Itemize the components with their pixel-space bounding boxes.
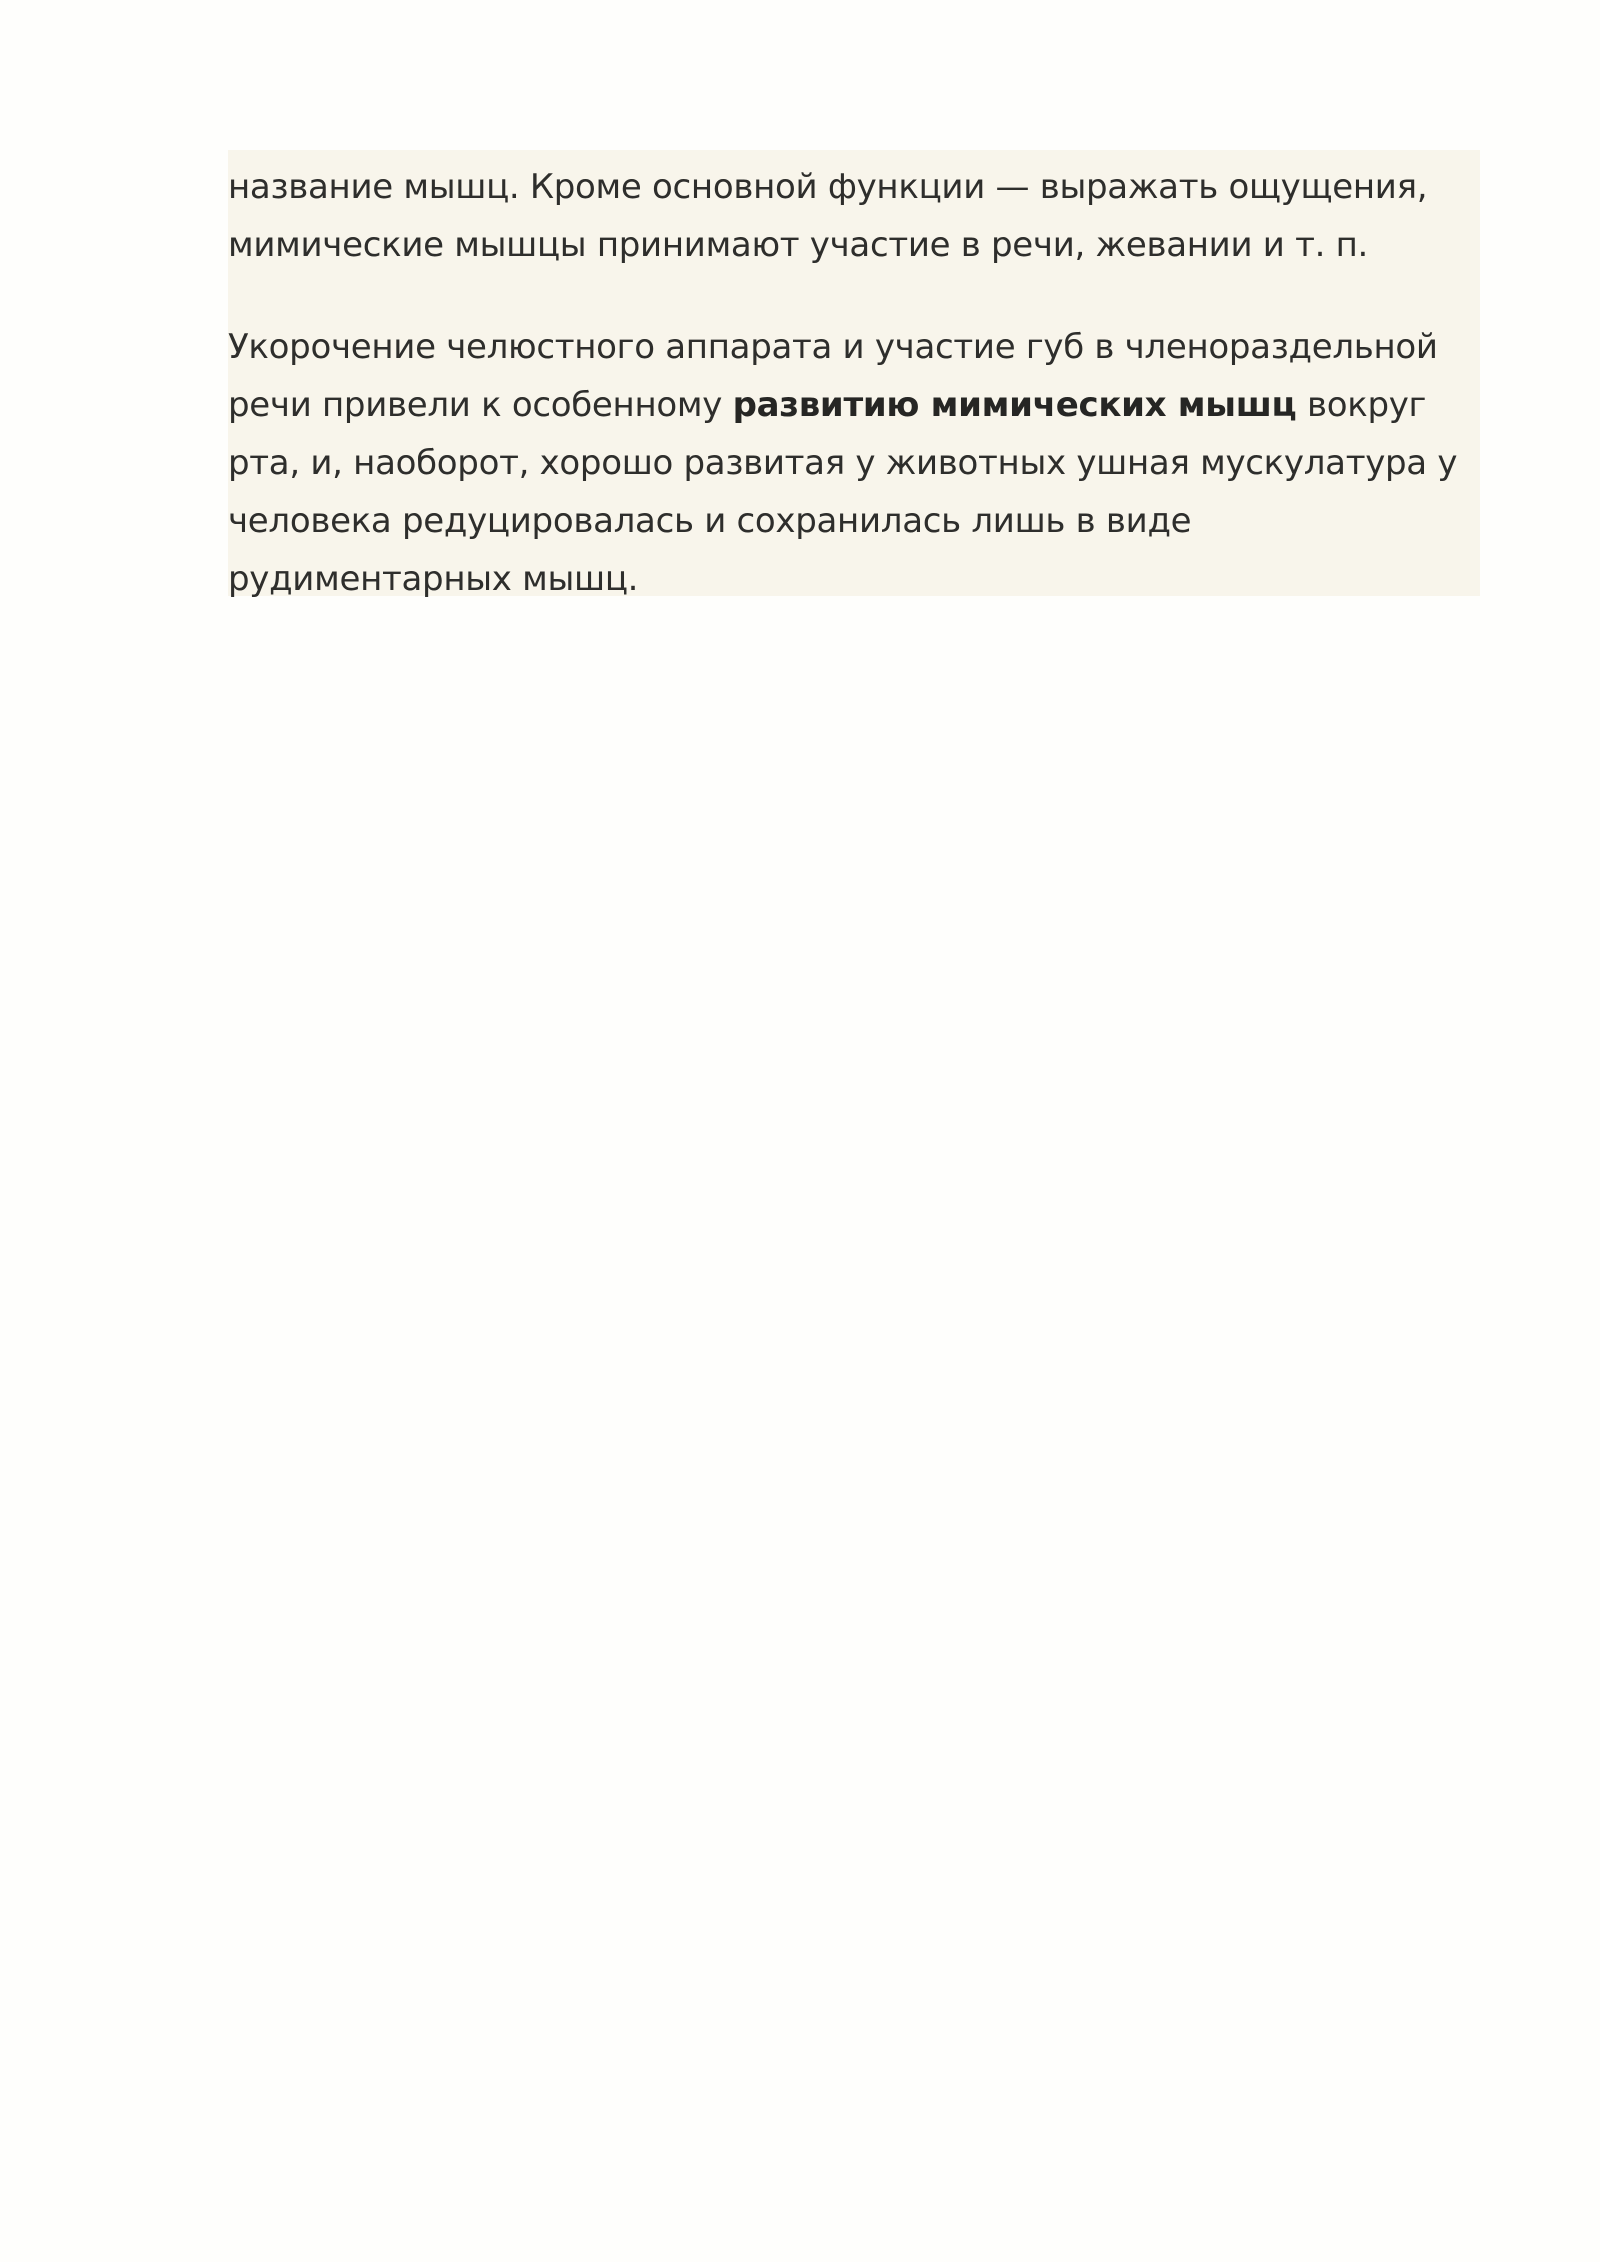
text-line: мимические мышцы принимают участие в речи, жевании и т. п. <box>228 225 1369 265</box>
text-line: рудиментарных мышц. <box>228 559 639 599</box>
paragraph-jaw-shortening <box>228 318 1478 608</box>
text-line-with-emphasis <box>228 376 1478 434</box>
text-line: рта, и, наоборот, хорошо развитая у животных ушная мускулатура у <box>228 443 1458 483</box>
text-line: название мышц. Кроме основной функции — выражать ощущения, <box>228 167 1428 207</box>
text-segment: вокруг <box>1296 385 1427 425</box>
text-line: человека редуцировалась и сохранилась лишь в виде <box>228 501 1192 541</box>
article-text-block <box>228 150 1480 599</box>
paragraph-facial-muscle-functions <box>228 158 1478 274</box>
text-segment: речи привели к особенному <box>228 385 733 425</box>
text-line: Укорочение челюстного аппарата и участие губ в членораздельной <box>228 327 1438 367</box>
bold-term: развитию мимических мышц <box>732 385 1297 425</box>
